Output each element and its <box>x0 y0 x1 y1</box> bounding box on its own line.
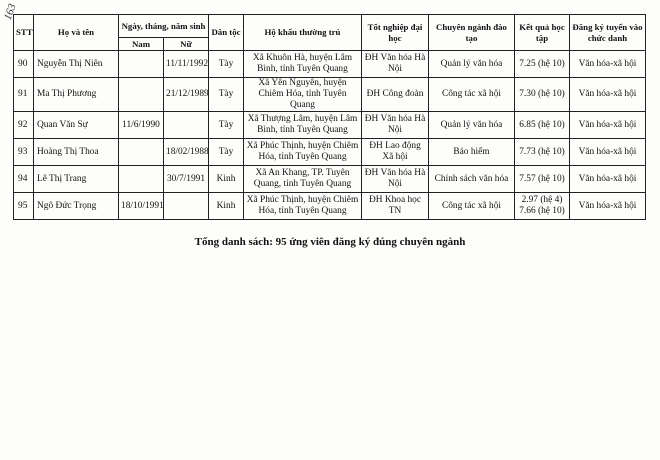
cell-stt: 93 <box>14 139 34 166</box>
cell-dob-female: 30/7/1991 <box>164 166 209 193</box>
cell-ethnicity: Kinh <box>209 193 244 220</box>
cell-residence: Xã Khuôn Hà, huyện Lâm Bình, tỉnh Tuyên Quang <box>244 51 362 78</box>
cell-university: ĐH Văn hóa Hà Nội <box>362 166 429 193</box>
header-residence: Hộ khẩu thường trú <box>244 15 362 51</box>
cell-dob-female <box>164 193 209 220</box>
cell-residence: Xã Phúc Thịnh, huyện Chiêm Hóa, tỉnh Tuyên Quang <box>244 139 362 166</box>
cell-stt: 90 <box>14 51 34 78</box>
cell-major: Quản lý văn hóa <box>429 112 515 139</box>
cell-major: Bảo hiểm <box>429 139 515 166</box>
cell-position: Văn hóa-xã hội <box>570 78 646 112</box>
header-position: Đăng ký tuyển vào chức danh <box>570 15 646 51</box>
cell-dob-female: 21/12/1989 <box>164 78 209 112</box>
cell-university: ĐH Văn hóa Hà Nội <box>362 112 429 139</box>
header-dob-female: Nữ <box>164 38 209 51</box>
cell-residence: Xã An Khang, TP. Tuyên Quang, tỉnh Tuyên Quang <box>244 166 362 193</box>
cell-ethnicity: Kinh <box>209 166 244 193</box>
cell-position: Văn hóa-xã hội <box>570 139 646 166</box>
table-row <box>14 51 646 78</box>
cell-residence: Xã Phúc Thịnh, huyện Chiêm Hóa, tỉnh Tuyên Quang <box>244 193 362 220</box>
cell-stt: 91 <box>14 78 34 112</box>
cell-name: Quan Văn Sự <box>34 112 119 139</box>
cell-university: ĐH Văn hóa Hà Nội <box>362 51 429 78</box>
cell-dob-male <box>119 139 164 166</box>
table-row <box>14 193 646 220</box>
cell-name: Ma Thị Phương <box>34 78 119 112</box>
cell-residence: Xã Yên Nguyên, huyện Chiêm Hóa, tỉnh Tuyên Quang <box>244 78 362 112</box>
header-stt: STT <box>14 15 34 51</box>
header-result: Kết quả học tập <box>515 15 570 51</box>
cell-major: Quản lý văn hóa <box>429 51 515 78</box>
cell-university: ĐH Lao động Xã hội <box>362 139 429 166</box>
cell-university: ĐH Công đoàn <box>362 78 429 112</box>
table-row <box>14 112 646 139</box>
cell-major: Công tác xã hội <box>429 78 515 112</box>
cell-residence: Xã Thượng Lâm, huyện Lâm Bình, tỉnh Tuyên Quang <box>244 112 362 139</box>
cell-ethnicity: Tày <box>209 51 244 78</box>
table-row <box>14 139 646 166</box>
cell-dob-male <box>119 166 164 193</box>
page-number-handwritten: 163 <box>1 2 19 22</box>
cell-major: Công tác xã hội <box>429 193 515 220</box>
header-name: Họ và tên <box>34 15 119 51</box>
cell-stt: 95 <box>14 193 34 220</box>
summary-total: Tổng danh sách: 95 ứng viên đăng ký đúng chuyên ngành <box>194 236 466 248</box>
cell-ethnicity: Tày <box>209 139 244 166</box>
cell-dob-male <box>119 51 164 78</box>
cell-result: 7.57 (hệ 10) <box>515 166 570 193</box>
header-ethnicity: Dân tộc <box>209 15 244 51</box>
table-row <box>14 78 646 112</box>
cell-dob-female: 11/11/1992 <box>164 51 209 78</box>
header-dob: Ngày, tháng, năm sinh <box>119 15 209 38</box>
cell-ethnicity: Tày <box>209 112 244 139</box>
cell-name: Ngô Đức Trọng <box>34 193 119 220</box>
candidate-table <box>13 14 646 220</box>
cell-name: Lê Thị Trang <box>34 166 119 193</box>
cell-dob-male: 11/6/1990 <box>119 112 164 139</box>
header-major: Chuyên ngành đào tạo <box>429 15 515 51</box>
cell-name: Hoàng Thị Thoa <box>34 139 119 166</box>
cell-dob-male: 18/10/1991 <box>119 193 164 220</box>
cell-position: Văn hóa-xã hội <box>570 193 646 220</box>
cell-result: 7.30 (hệ 10) <box>515 78 570 112</box>
cell-position: Văn hóa-xã hội <box>570 51 646 78</box>
header-university: Tốt nghiệp đại học <box>362 15 429 51</box>
cell-dob-female: 18/02/1988 <box>164 139 209 166</box>
cell-stt: 94 <box>14 166 34 193</box>
cell-result: 6.85 (hệ 10) <box>515 112 570 139</box>
table-row <box>14 166 646 193</box>
cell-major: Chính sách văn hóa <box>429 166 515 193</box>
cell-ethnicity: Tày <box>209 78 244 112</box>
cell-result: 2.97 (hệ 4) 7.66 (hệ 10) <box>515 193 570 220</box>
cell-position: Văn hóa-xã hội <box>570 166 646 193</box>
cell-stt: 92 <box>14 112 34 139</box>
header-row <box>14 15 646 38</box>
cell-name: Nguyễn Thị Niên <box>34 51 119 78</box>
header-dob-male: Nam <box>119 38 164 51</box>
cell-result: 7.25 (hệ 10) <box>515 51 570 78</box>
cell-position: Văn hóa-xã hội <box>570 112 646 139</box>
cell-dob-male <box>119 78 164 112</box>
cell-university: ĐH Khoa học TN <box>362 193 429 220</box>
cell-dob-female <box>164 112 209 139</box>
cell-result: 7.73 (hệ 10) <box>515 139 570 166</box>
